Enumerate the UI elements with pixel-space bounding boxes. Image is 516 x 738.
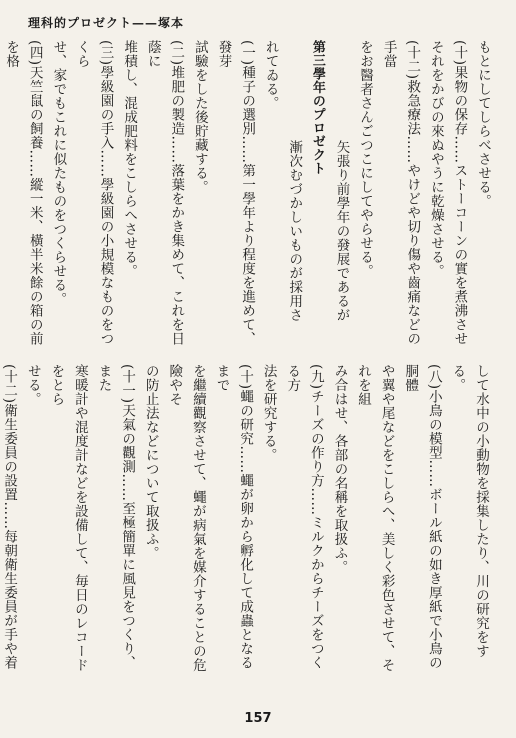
- text-line: 矢張り前學年の發展であるが: [333, 140, 350, 322]
- text-line: 第三學年のプロゼクト: [309, 40, 325, 175]
- text-line: (十一)天氣の觀測……至極簡單に風見をつくり、また: [95, 364, 136, 670]
- text-line: もとにしてしらべさせる。: [475, 40, 491, 208]
- upper-text-block: [3, 40, 494, 358]
- text-line: して水中の小動物を採集したり、川の研究をする。: [449, 364, 489, 658]
- text-line: をお醫者さんごつこにしてやらせる。: [357, 40, 374, 278]
- text-line: の防止法などについて取扱ふ。: [142, 364, 159, 560]
- text-line: 堆積し、混成肥料をこしらへさせる。: [121, 40, 138, 278]
- text-line: れてゐる。: [262, 40, 279, 110]
- text-line: 法を研究する。: [260, 364, 277, 462]
- text-line: 寒暖計や混度計などを設備して、毎日のレコードをとら: [48, 364, 88, 672]
- running-header: 理科的プロゼクト——塚本: [28, 16, 185, 30]
- text-line: (十)果物の保存……ストーコーンの實を煮沸させ: [451, 40, 468, 346]
- text-line: (十二)衛生委員の設置……每朝衛生委員が手や着: [1, 364, 18, 670]
- text-line: (十二)救急療法……やけどや切り傷や齒痛などの手當: [380, 40, 421, 346]
- text-line: み合はせ、各部の名稱を取扱ふ。: [331, 364, 348, 574]
- text-line: (十)蠅の研究……蠅が卵から孵化して成蟲となるまで: [213, 364, 254, 670]
- text-line: それをかびの來ぬやうに乾燥させる。: [427, 40, 444, 278]
- text-line: せ、家でもこれに似たものをつくらせる。: [50, 40, 67, 306]
- text-line: (一)種子の選別……第一學年より程度を進めて、發芽: [215, 40, 256, 346]
- text-line: (四)天竺鼠の飼養……縱一米、橫半米餘の箱の前を格: [3, 40, 43, 346]
- text-line: せる。: [24, 364, 41, 406]
- text-line: (三)學級園の手入……學級園の小規模なものをつくら: [73, 40, 114, 346]
- text-line: を繼續觀察させて、蠅が病氣を媒介することの危險やそ: [166, 364, 206, 672]
- text-line: (九)チーズの作り方……ミルクからチーズをつくる方: [284, 364, 324, 670]
- text-line: (二)堆肥の製造……落葉をかき集めて、これを日蔭に: [144, 40, 185, 346]
- text-line: (八)小鳥の模型……ボール紙の如き厚紙で小鳥の胴體: [402, 364, 442, 670]
- text-line: や翼や尾などをこしらへ、美しく彩色させて、それを組: [355, 364, 395, 672]
- lower-text-block: [1, 364, 492, 682]
- page-number: 157: [244, 711, 272, 726]
- text-line: 試驗をした後貯藏する。: [191, 40, 208, 194]
- text-line: 漸次むづかしいものが採用さ: [286, 140, 303, 322]
